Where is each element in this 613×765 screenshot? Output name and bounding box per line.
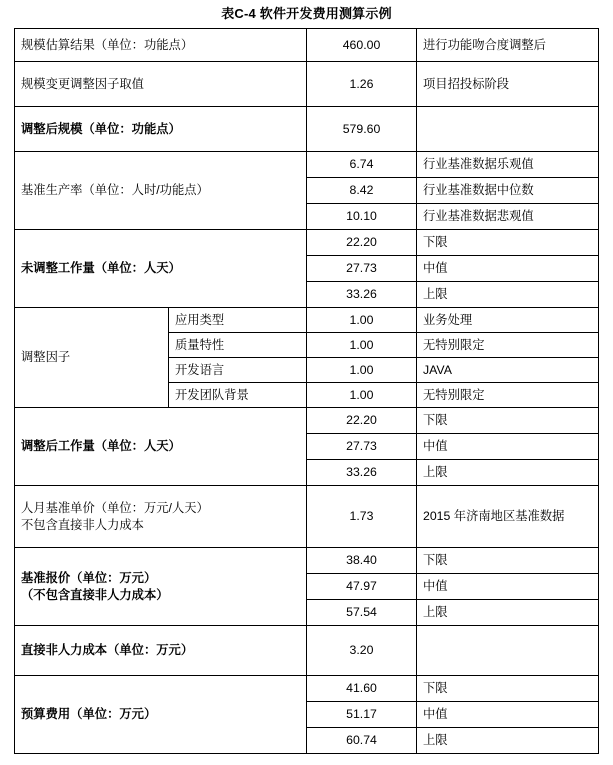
row-value: 3.20: [307, 626, 417, 676]
row-value: 1.26: [307, 62, 417, 107]
row-label: 规模估算结果（单位：功能点）: [14, 29, 306, 62]
row-note: 上限: [417, 282, 599, 308]
row-label-line2: （不包含直接非人力成本）: [20, 587, 169, 602]
row-value: 579.60: [307, 107, 417, 152]
table-row: [14, 29, 598, 62]
table-row: [14, 486, 598, 548]
table-row: [14, 408, 598, 434]
table-row: [14, 62, 598, 107]
row-label: 直接非人力成本（单位：万元）: [14, 626, 306, 676]
row-label: 调整后工作量（单位：人天）: [14, 408, 306, 486]
table-row: [14, 626, 598, 676]
row-value: 8.42: [307, 178, 417, 204]
row-value: 1.00: [307, 383, 417, 408]
row-value: 38.40: [307, 548, 417, 574]
row-value: 1.00: [307, 358, 417, 383]
row-note: 中值: [417, 574, 599, 600]
row-note: 项目招投标阶段: [417, 62, 599, 107]
row-note: 业务处理: [417, 308, 599, 333]
row-sublabel: 开发团队背景: [168, 383, 306, 408]
row-label: 调整因子: [14, 308, 168, 408]
row-value: 27.73: [307, 434, 417, 460]
row-label-line2: 不包含直接非人力成本: [20, 517, 144, 532]
row-label: 预算费用（单位：万元）: [14, 676, 306, 754]
row-value: 22.20: [307, 408, 417, 434]
row-label-line1: 基准报价（单位：万元）: [20, 570, 157, 585]
table-row: [14, 548, 598, 574]
row-value: 41.60: [307, 676, 417, 702]
table-row: [14, 308, 598, 333]
row-note: 行业基准数据中位数: [417, 178, 599, 204]
row-note: 行业基准数据悲观值: [417, 204, 599, 230]
row-label: [14, 548, 306, 626]
table-row: [14, 230, 598, 256]
row-label: 规模变更调整因子取值: [14, 62, 306, 107]
row-note: 2015 年济南地区基准数据: [417, 486, 599, 548]
row-note: 行业基准数据乐观值: [417, 152, 599, 178]
row-note: 上限: [417, 728, 599, 754]
row-note: 中值: [417, 702, 599, 728]
row-label: 调整后规模（单位：功能点）: [14, 107, 306, 152]
row-value: 33.26: [307, 282, 417, 308]
row-note: 下限: [417, 548, 599, 574]
row-note: 下限: [417, 230, 599, 256]
table-caption: 表C-4 软件开发费用测算示例: [221, 6, 392, 21]
row-note: 无特别限定: [417, 383, 599, 408]
row-value: 1.00: [307, 308, 417, 333]
row-value: 460.00: [307, 29, 417, 62]
row-value: 1.00: [307, 333, 417, 358]
row-note: [417, 107, 599, 152]
row-note: 上限: [417, 600, 599, 626]
row-sublabel: 开发语言: [168, 358, 306, 383]
row-label: 未调整工作量（单位：人天）: [14, 230, 306, 308]
row-value: 27.73: [307, 256, 417, 282]
table-row: [14, 676, 598, 702]
row-value: 57.54: [307, 600, 417, 626]
row-label-line1: 人月基准单价（单位：万元/人天）: [20, 500, 209, 515]
row-value: 1.73: [307, 486, 417, 548]
row-value: 51.17: [307, 702, 417, 728]
row-note: JAVA: [417, 358, 599, 383]
row-value: 22.20: [307, 230, 417, 256]
row-value: 10.10: [307, 204, 417, 230]
row-note: 无特别限定: [417, 333, 599, 358]
table-row: [14, 107, 598, 152]
row-note: [417, 626, 599, 676]
row-value: 60.74: [307, 728, 417, 754]
row-note: 中值: [417, 434, 599, 460]
row-label: [14, 486, 306, 548]
row-value: 47.97: [307, 574, 417, 600]
row-value: 6.74: [307, 152, 417, 178]
table-row: [14, 152, 598, 178]
row-sublabel: 应用类型: [168, 308, 306, 333]
row-note: 下限: [417, 408, 599, 434]
row-label: 基准生产率（单位：人时/功能点）: [14, 152, 306, 230]
row-sublabel: 质量特性: [168, 333, 306, 358]
row-note: 中值: [417, 256, 599, 282]
cost-estimation-table: [14, 28, 599, 754]
row-note: 上限: [417, 460, 599, 486]
row-value: 33.26: [307, 460, 417, 486]
row-note: 下限: [417, 676, 599, 702]
row-note: 进行功能吻合度调整后: [417, 29, 599, 62]
